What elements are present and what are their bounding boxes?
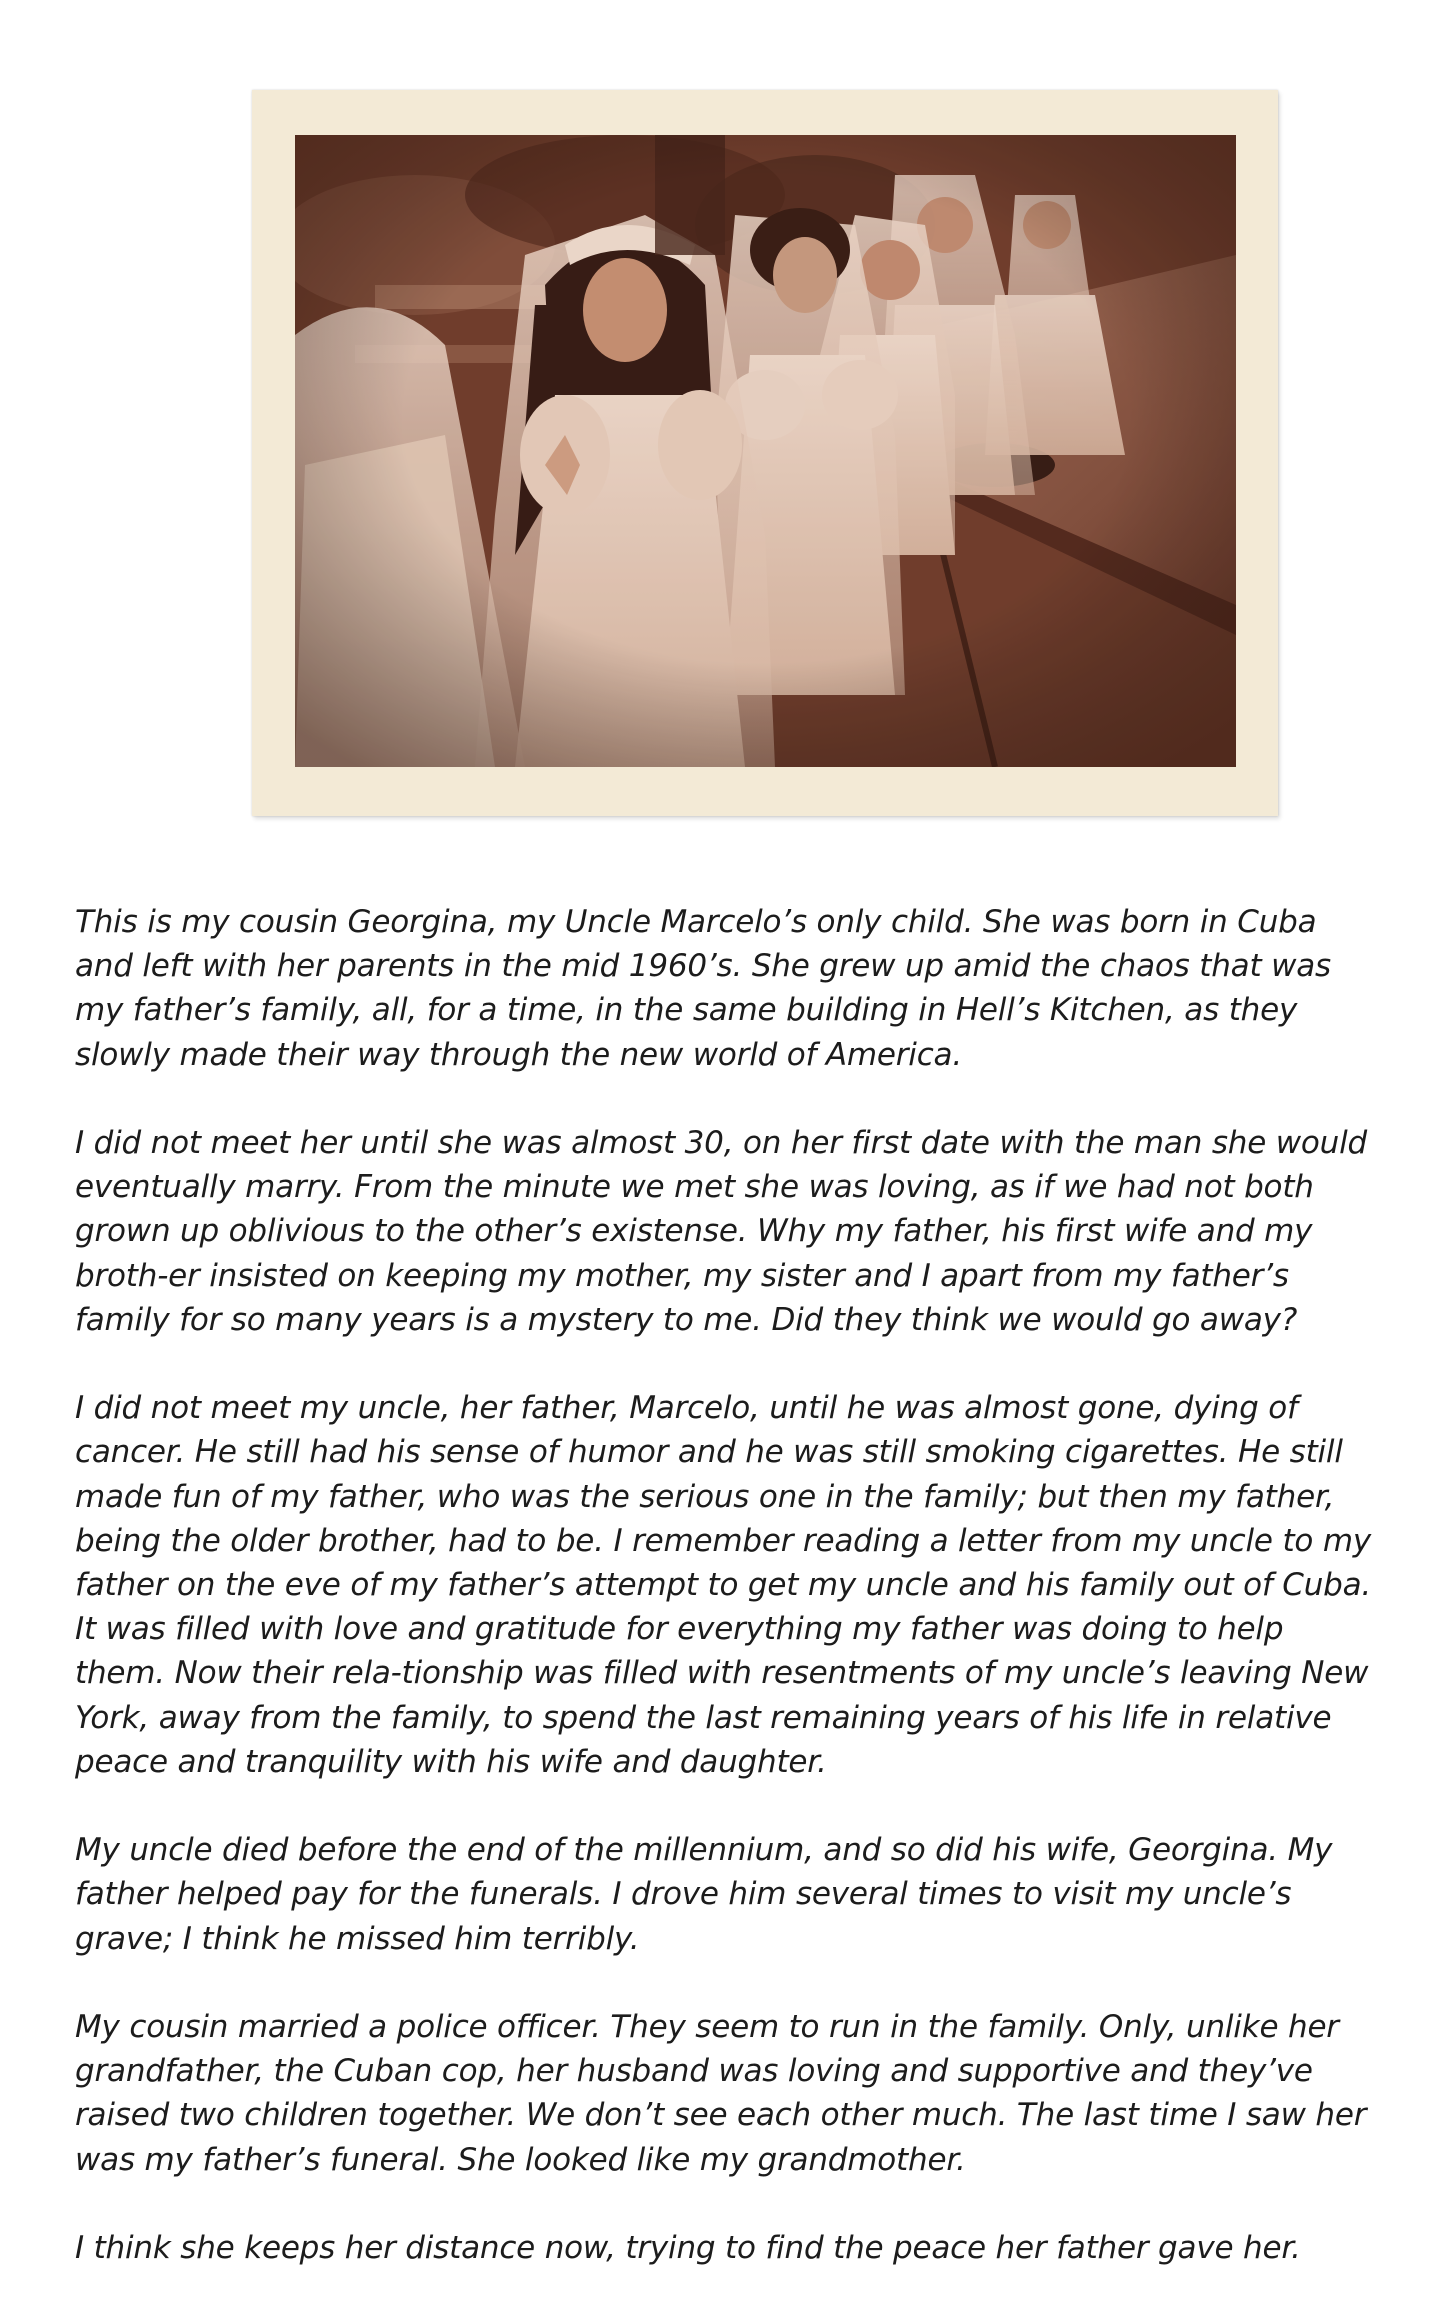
essay-paragraph-4: My uncle died before the end of the millennium, and so did his wife, Georgina. My father helped pay for the funerals. I drove him several times to visit my uncle’s grave; I think he missed him terribly. [75,1832,1333,1957]
photo-print [252,90,1278,816]
sepia-photograph-icon [295,135,1236,767]
essay-paragraph-6: I think she keeps her distance now, trying to find the peace her father gave her. [75,2230,1301,2267]
essay-paragraph-2: I did not meet her until she was almost 30, on her first date with the man she would eventually marry. From the minute we met she was loving, as if we had not both grown up oblivious to the other’s existense. Why my father, his first wife and my broth-er insisted on keeping my mother, my sister and I apart from my father’s family for so many years is a mystery to me. Did they think we would go away? [75,1125,1368,1338]
essay-paragraph-5: My cousin married a police officer. They seem to run in the family. Only, unlike her grandfather, the Cuban cop, her husband was loving and supportive and they’ve raised two children together. We don’t see each other much. The last time I saw her was my father’s funeral. She looked like my grandmother. [75,2009,1367,2178]
essay-paragraph-3: I did not meet my uncle, her father, Marcelo, until he was almost gone, dying of cancer. He still had his sense of humor and he was still smoking cigarettes. He still made fun of my father, who was the serious one in the family; but then my father, being the older brother, had to be. I remember reading a letter from my uncle to my father on the eve of my father’s attempt to get my uncle and his family out of Cuba. It was filled with love and gratitude for everything my father was doing to help them. Now their rela-tionship was filled with resentments of my uncle’s leaving New York, away from the family, to spend the last remaining years of his life in relative peace and tranquility with his wife and daughter. [75,1390,1372,1780]
photo-illustration [295,135,1236,767]
essay-paragraph-1: This is my cousin Georgina, my Uncle Marcelo’s only child. She was born in Cuba and left with her parents in the mid 1960’s. She grew up amid the chaos that was my father’s family, all, for a time, in the same building in Hell’s Kitchen, as they slowly made their way through the new world of America. [75,904,1331,1073]
essay-text [75,900,1375,2270]
